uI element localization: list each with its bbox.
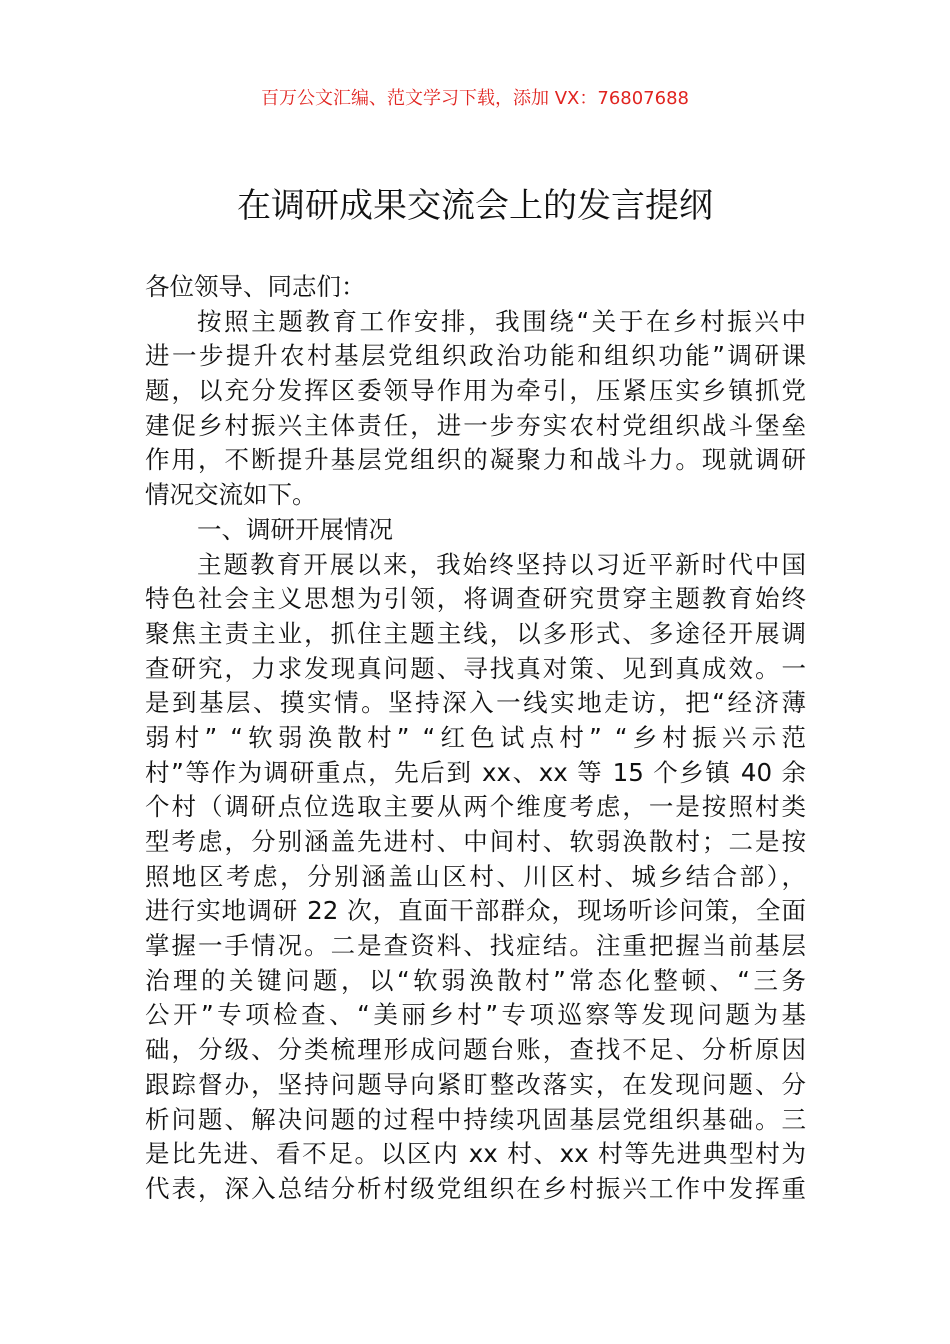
text-line: 代表，深入总结分析村级党组织在乡村振兴工作中发挥重 — [145, 1173, 806, 1203]
text-line: 析问题、解决问题的过程中持续巩固基层党组织基础。三 — [145, 1104, 806, 1134]
text-line: 特色社会主义思想为引领，将调查研究贯穿主题教育始终 — [145, 584, 806, 614]
text-line: 照地区考虑，分别涵盖山区村、川区村、城乡结合部）， — [145, 861, 806, 891]
text-line: 聚焦主责主业，抓住主题主线，以多形式、多途径开展调 — [145, 618, 806, 648]
text-line: 公开”专项检查、“美丽乡村”专项巡察等发现问题为基 — [145, 1000, 806, 1030]
text-line: 掌握一手情况。二是查资料、找症结。注重把握当前基层 — [145, 931, 806, 961]
document-body — [145, 270, 806, 1207]
text-line: 础，分级、分类梳理形成问题台账，查找不足、分析原因 — [145, 1035, 806, 1065]
document-title: 在调研成果交流会上的发言提纲 — [237, 186, 713, 226]
text-line: 是到基层、摸实情。坚持深入一线实地走访，把“经济薄 — [145, 688, 806, 718]
text-line: 作用，不断提升基层党组织的凝聚力和战斗力。现就调研 — [145, 445, 806, 475]
text-line: 型考虑，分别涵盖先进村、中间村、软弱涣散村；二是按 — [145, 827, 806, 856]
text-line: 情况交流如下。 — [145, 480, 317, 510]
text-line: 进行实地调研 22 次，直面干部群众，现场听诊问策，全面 — [145, 896, 806, 926]
text-line: 题，以充分发挥区委领导作用为牵引，压紧压实乡镇抓党 — [145, 376, 806, 406]
text-line: 是比先进、看不足。以区内 xx 村、xx 村等先进典型村为 — [145, 1139, 806, 1169]
text-line: 个村（调研点位选取主要从两个维度考虑，一是按照村类 — [145, 792, 806, 822]
text-line: 按照主题教育工作安排，我围绕“关于在乡村振兴中 — [197, 306, 806, 336]
text-line: 建促乡村振兴主体责任，进一步夯实农村党组织战斗堡垒 — [145, 410, 806, 440]
text-line: 各位领导、同志们： — [145, 272, 366, 301]
text-line: 弱村” “软弱涣散村” “红色试点村” “乡村振兴示范 — [145, 722, 806, 752]
text-line: 跟踪督办，坚持问题导向紧盯整改落实，在发现问题、分 — [145, 1069, 806, 1099]
text-line: 主题教育开展以来，我始终坚持以习近平新时代中国 — [197, 549, 806, 579]
text-line: 查研究，力求发现真问题、寻找真对策、见到真成效。一 — [145, 653, 806, 683]
text-line: 一、调研开展情况 — [197, 514, 393, 544]
text-line: 村”等作为调研重点，先后到 xx、xx 等 15 个乡镇 40 余 — [145, 757, 806, 787]
text-line: 治理的关键问题，以“软弱涣散村”常态化整顿、“三务 — [145, 965, 806, 995]
text-line: 进一步提升农村基层党组织政治功能和组织功能”调研课 — [145, 341, 806, 371]
header-watermark: 百万公文汇编、范文学习下载，添加 VX：76807688 — [261, 88, 689, 109]
